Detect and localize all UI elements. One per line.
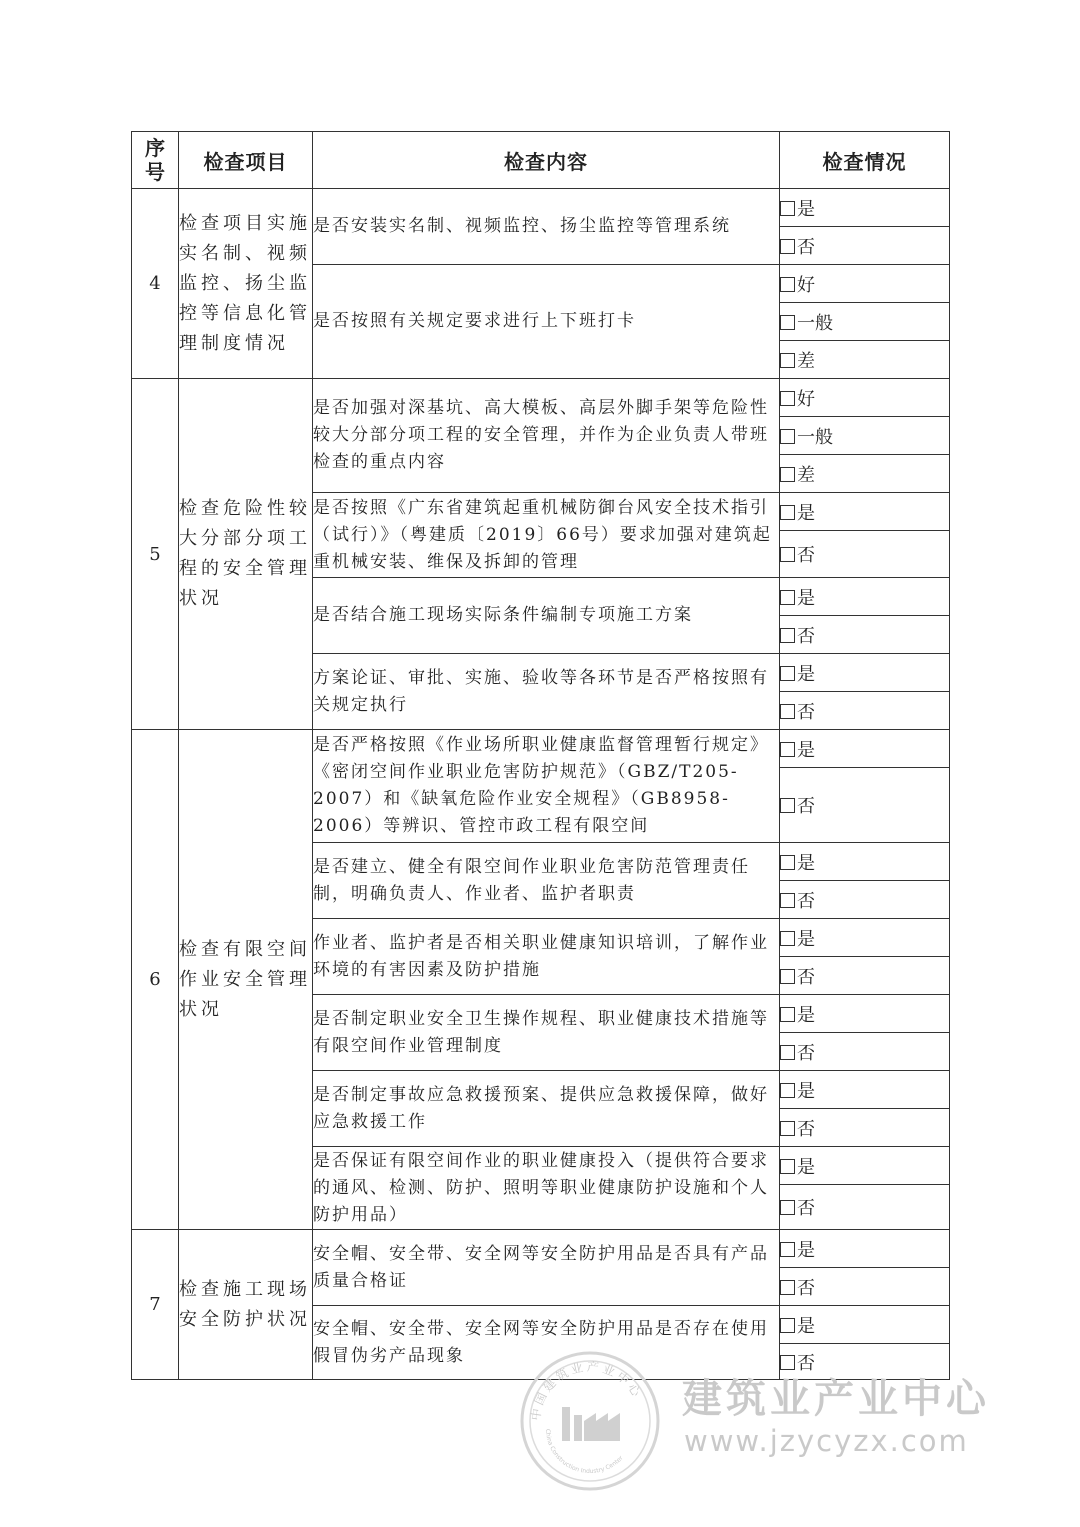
checkbox-icon[interactable] (780, 628, 795, 643)
check-content: 是否保证有限空间作业的职业健康投入（提供符合要求的通风、检测、防护、照明等职业健康防护设施和个人防护用品） (313, 1147, 780, 1230)
option-yes[interactable]: 是 (780, 189, 950, 227)
section-number: 6 (132, 730, 179, 1230)
checkbox-icon[interactable] (780, 1200, 795, 1215)
option-no[interactable]: 否 (780, 768, 950, 843)
option-no[interactable]: 否 (780, 692, 950, 730)
check-content: 安全帽、安全带、安全网等安全防护用品是否具有产品质量合格证 (313, 1230, 780, 1306)
check-content: 是否按照《广东省建筑起重机械防御台风安全技术指引（试行）》（粤建质〔2019〕66号）要求加强对建筑起重机械安装、维保及拆卸的管理 (313, 493, 780, 578)
checkbox-icon[interactable] (780, 742, 795, 757)
check-content: 是否制定事故应急救援预案、提供应急救援保障，做好应急救援工作 (313, 1071, 780, 1147)
checkbox-icon[interactable] (780, 391, 795, 406)
checkbox-icon[interactable] (780, 1242, 795, 1257)
option-no[interactable]: 否 (780, 1109, 950, 1147)
option-average[interactable]: 一般 (780, 417, 950, 455)
option-good[interactable]: 好 (780, 379, 950, 417)
option-yes[interactable]: 是 (780, 1147, 950, 1185)
table-row (132, 1230, 950, 1268)
section-number: 4 (132, 189, 179, 379)
checkbox-icon[interactable] (780, 590, 795, 605)
option-yes[interactable]: 是 (780, 578, 950, 616)
checkbox-icon[interactable] (780, 1083, 795, 1098)
section-item: 检查有限空间作业安全管理状况 (179, 730, 313, 1230)
option-yes[interactable]: 是 (780, 1230, 950, 1268)
option-no[interactable]: 否 (780, 1344, 950, 1380)
header-number: 序号 (132, 132, 179, 189)
seal-text-cn: 中国建筑业产业中心 (528, 1359, 646, 1422)
check-content: 是否严格按照《作业场所职业健康监督管理暂行规定》《密闭空间作业职业危害防护规范》（GBZ/T205-2007）和《缺氧危险作业安全规程》（GB8958-2006）等辨识、管控市政工程有限空间 (313, 730, 780, 843)
option-no[interactable]: 否 (780, 227, 950, 265)
option-yes[interactable]: 是 (780, 843, 950, 881)
check-content: 作业者、监护者是否相关职业健康知识培训，了解作业环境的有害因素及防护措施 (313, 919, 780, 995)
option-yes[interactable]: 是 (780, 1071, 950, 1109)
option-no[interactable]: 否 (780, 1268, 950, 1306)
checkbox-icon[interactable] (780, 931, 795, 946)
check-content: 是否按照有关规定要求进行上下班打卡 (313, 265, 780, 379)
checkbox-icon[interactable] (780, 969, 795, 984)
option-yes[interactable]: 是 (780, 919, 950, 957)
checkbox-icon[interactable] (780, 1121, 795, 1136)
option-average[interactable]: 一般 (780, 303, 950, 341)
checkbox-icon[interactable] (780, 429, 795, 444)
section-item: 检查危险性较大分部分项工程的安全管理状况 (179, 379, 313, 730)
section-number: 5 (132, 379, 179, 730)
checkbox-icon[interactable] (780, 1159, 795, 1174)
section-number: 7 (132, 1230, 179, 1380)
header-item: 检查项目 (179, 132, 313, 189)
option-no[interactable]: 否 (780, 1033, 950, 1071)
section-item: 检查项目实施实名制、视频监控、扬尘监控等信息化管理制度情况 (179, 189, 313, 379)
checkbox-icon[interactable] (780, 239, 795, 254)
option-poor[interactable]: 差 (780, 455, 950, 493)
checkbox-icon[interactable] (780, 798, 795, 813)
section-item: 检查施工现场安全防护状况 (179, 1230, 313, 1380)
checkbox-icon[interactable] (780, 1007, 795, 1022)
check-content: 是否建立、健全有限空间作业职业危害防范管理责任制，明确负责人、作业者、监护者职责 (313, 843, 780, 919)
option-yes[interactable]: 是 (780, 995, 950, 1033)
checkbox-icon[interactable] (780, 467, 795, 482)
check-content: 是否安装实名制、视频监控、扬尘监控等管理系统 (313, 189, 780, 265)
check-content: 方案论证、审批、实施、验收等各环节是否严格按照有关规定执行 (313, 654, 780, 730)
table-row (132, 189, 950, 227)
checkbox-icon[interactable] (780, 505, 795, 520)
checkbox-icon[interactable] (780, 547, 795, 562)
checkbox-icon[interactable] (780, 893, 795, 908)
checkbox-icon[interactable] (780, 855, 795, 870)
option-no[interactable]: 否 (780, 616, 950, 654)
table-row (132, 730, 950, 768)
checkbox-icon[interactable] (780, 1280, 795, 1295)
check-content: 安全帽、安全带、安全网等安全防护用品是否存在使用假冒伪劣产品现象 (313, 1306, 780, 1380)
option-no[interactable]: 否 (780, 957, 950, 995)
checkbox-icon[interactable] (780, 315, 795, 330)
watermark-title: 建筑业产业中心 (682, 1376, 990, 1422)
header-content: 检查内容 (313, 132, 780, 189)
checkbox-icon[interactable] (780, 666, 795, 681)
checkbox-icon[interactable] (780, 353, 795, 368)
header-status: 检查情况 (780, 132, 950, 189)
checkbox-icon[interactable] (780, 1318, 795, 1333)
table-row (132, 379, 950, 417)
seal-text-en: China Construction Industry Center (543, 1428, 625, 1476)
table-header-row (132, 132, 950, 189)
watermark-seal-icon (518, 1349, 662, 1493)
option-yes[interactable]: 是 (780, 654, 950, 692)
option-poor[interactable]: 差 (780, 341, 950, 379)
option-no[interactable]: 否 (780, 881, 950, 919)
check-content: 是否加强对深基坑、高大模板、高层外脚手架等危险性较大分部分项工程的安全管理，并作为企业负责人带班检查的重点内容 (313, 379, 780, 493)
option-yes[interactable]: 是 (780, 730, 950, 768)
factory-icon (562, 1407, 620, 1441)
option-no[interactable]: 否 (780, 1185, 950, 1230)
inspection-table (131, 131, 950, 1380)
option-good[interactable]: 好 (780, 265, 950, 303)
option-no[interactable]: 否 (780, 531, 950, 578)
checkbox-icon[interactable] (780, 201, 795, 216)
checkbox-icon[interactable] (780, 1045, 795, 1060)
check-content: 是否结合施工现场实际条件编制专项施工方案 (313, 578, 780, 654)
check-content: 是否制定职业安全卫生操作规程、职业健康技术措施等有限空间作业管理制度 (313, 995, 780, 1071)
option-yes[interactable]: 是 (780, 493, 950, 531)
option-yes[interactable]: 是 (780, 1306, 950, 1344)
watermark-url: www.jzycyzx.com (684, 1424, 969, 1458)
checkbox-icon[interactable] (780, 704, 795, 719)
checkbox-icon[interactable] (780, 277, 795, 292)
